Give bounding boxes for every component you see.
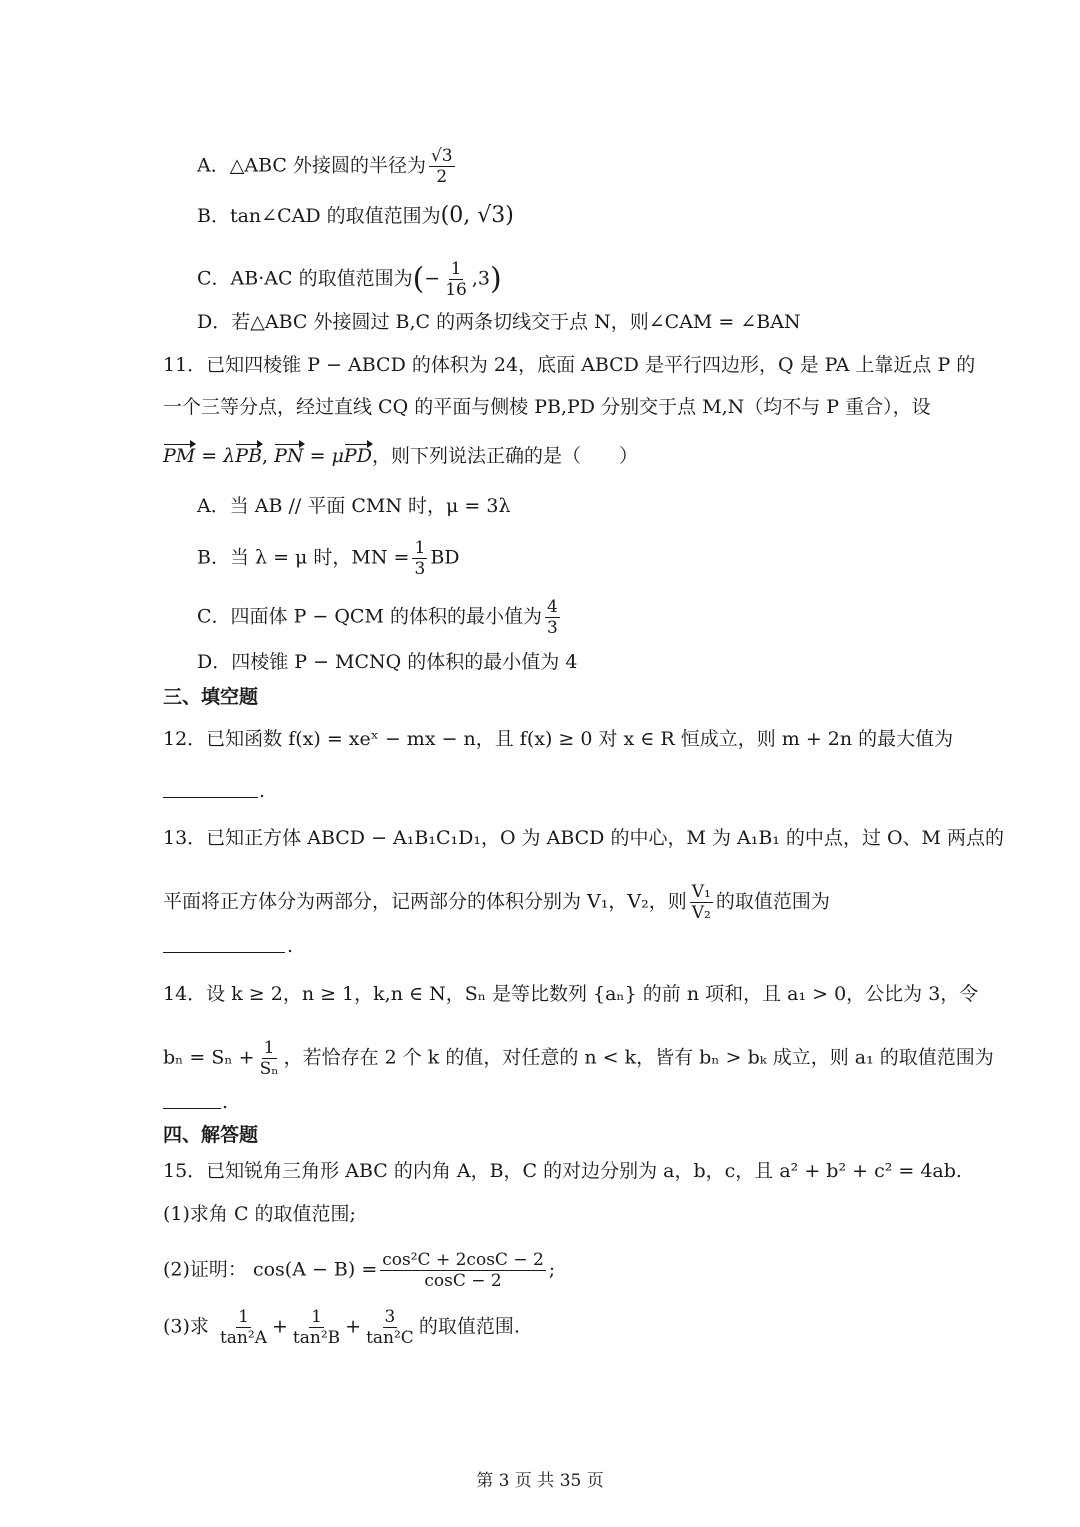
q14-line-1: 14．设 k ≥ 2，n ≥ 1，k,n ∈ N，Sₙ 是等比数列 {aₙ} 的前 n 项和，且 a₁ > 0，公比为 3，令 [163,983,979,1005]
q11-option-a: A．当 AB // 平面 CMN 时，μ = 3λ [197,495,511,517]
q12-answer-blank[interactable] [163,797,258,798]
q10-option-a: A．△ABC 外接圆的半径为 $\frac{√3}{2}$ [197,146,453,187]
q11-option-b: B．当 λ = μ 时，MN = $\frac{1}{3}$ BD [197,538,460,579]
q14-period: . [222,1091,229,1113]
q10-option-b: B．tan∠CAD 的取值范围为(0, √3) [197,203,514,228]
q10-option-d: D．若△ABC 外接圆过 B,C 的两条切线交于点 N，则∠CAM = ∠BAN [197,311,801,333]
q15-part-2: (2)证明： cos(A − B) = $\frac{\text{cos²C + 2cosC − 2}}{\cos C - 2}$ ; [163,1250,556,1291]
q13-line-1: 13．已知正方体 ABCD − A₁B₁C₁D₁，O 为 ABCD 的中心，M 为 A₁B₁ 的中点，过 O、M 两点的 [163,827,1005,849]
section-4-heading: 四、解答题 [163,1124,259,1146]
section-3-heading: 三、填空题 [163,686,259,708]
q15-part-1: (1)求角 C 的取值范围; [163,1203,356,1225]
q11-line-2: 一个三等分点，经过直线 CQ 的平面与侧棱 PB,PD 分别交于点 M,N（均不与 P 重合），设 [163,396,931,418]
q14-answer-blank[interactable] [163,1108,221,1109]
q13-line-2: 平面将正方体分为两部分，记两部分的体积分别为 V₁，V₂，则 $\frac{\text{V₁}}{\text{V₂}}$ 的取值范围为 [163,882,830,923]
q13-period: . [287,935,294,957]
q13-answer-blank[interactable] [163,952,285,953]
q11-line-3: PM = λPB, PN = μPD，则下列说法正确的是（ ） [163,445,638,467]
q14-line-2: bₙ = Sₙ + $\frac{1}{\text{Sₙ}}$ ，若恰存在 2 个 k 的值，对任意的 n < k，皆有 bₙ > bₖ 成立，则 a₁ 的取值范围为 [163,1038,994,1079]
page-footer: 第 3 页 共 35 页 [476,1471,604,1491]
q11-option-c: C．四面体 P − QCM 的体积的最小值为 $\frac{4}{3}$ [197,597,558,638]
q10-option-c: C．AB·AC 的取值范围为(− $\frac{1}{16}$ ,3) [197,259,502,300]
q12-line-1: 12．已知函数 f(x) = xeˣ − mx − n，且 f(x) ≥ 0 对 x ∈ R 恒成立，则 m + 2n 的最大值为 [163,728,954,750]
q15-part-3: (3)求 $\frac{1}{\text{tan²A}}$ + $\frac{1}{\text{tan²B}}$ + $\frac{3}{\text{tan²C}}$ 的取值范围. [163,1307,520,1348]
q11-line-1: 11．已知四棱锥 P − ABCD 的体积为 24，底面 ABCD 是平行四边形，Q 是 PA 上靠近点 P 的 [163,354,976,376]
q15-line-1: 15．已知锐角三角形 ABC 的内角 A，B，C 的对边分别为 a，b，c，且 a² + b² + c² = 4ab. [163,1160,962,1182]
q12-period: . [259,780,266,802]
q11-option-d: D．四棱锥 P − MCNQ 的体积的最小值为 4 [197,651,578,673]
